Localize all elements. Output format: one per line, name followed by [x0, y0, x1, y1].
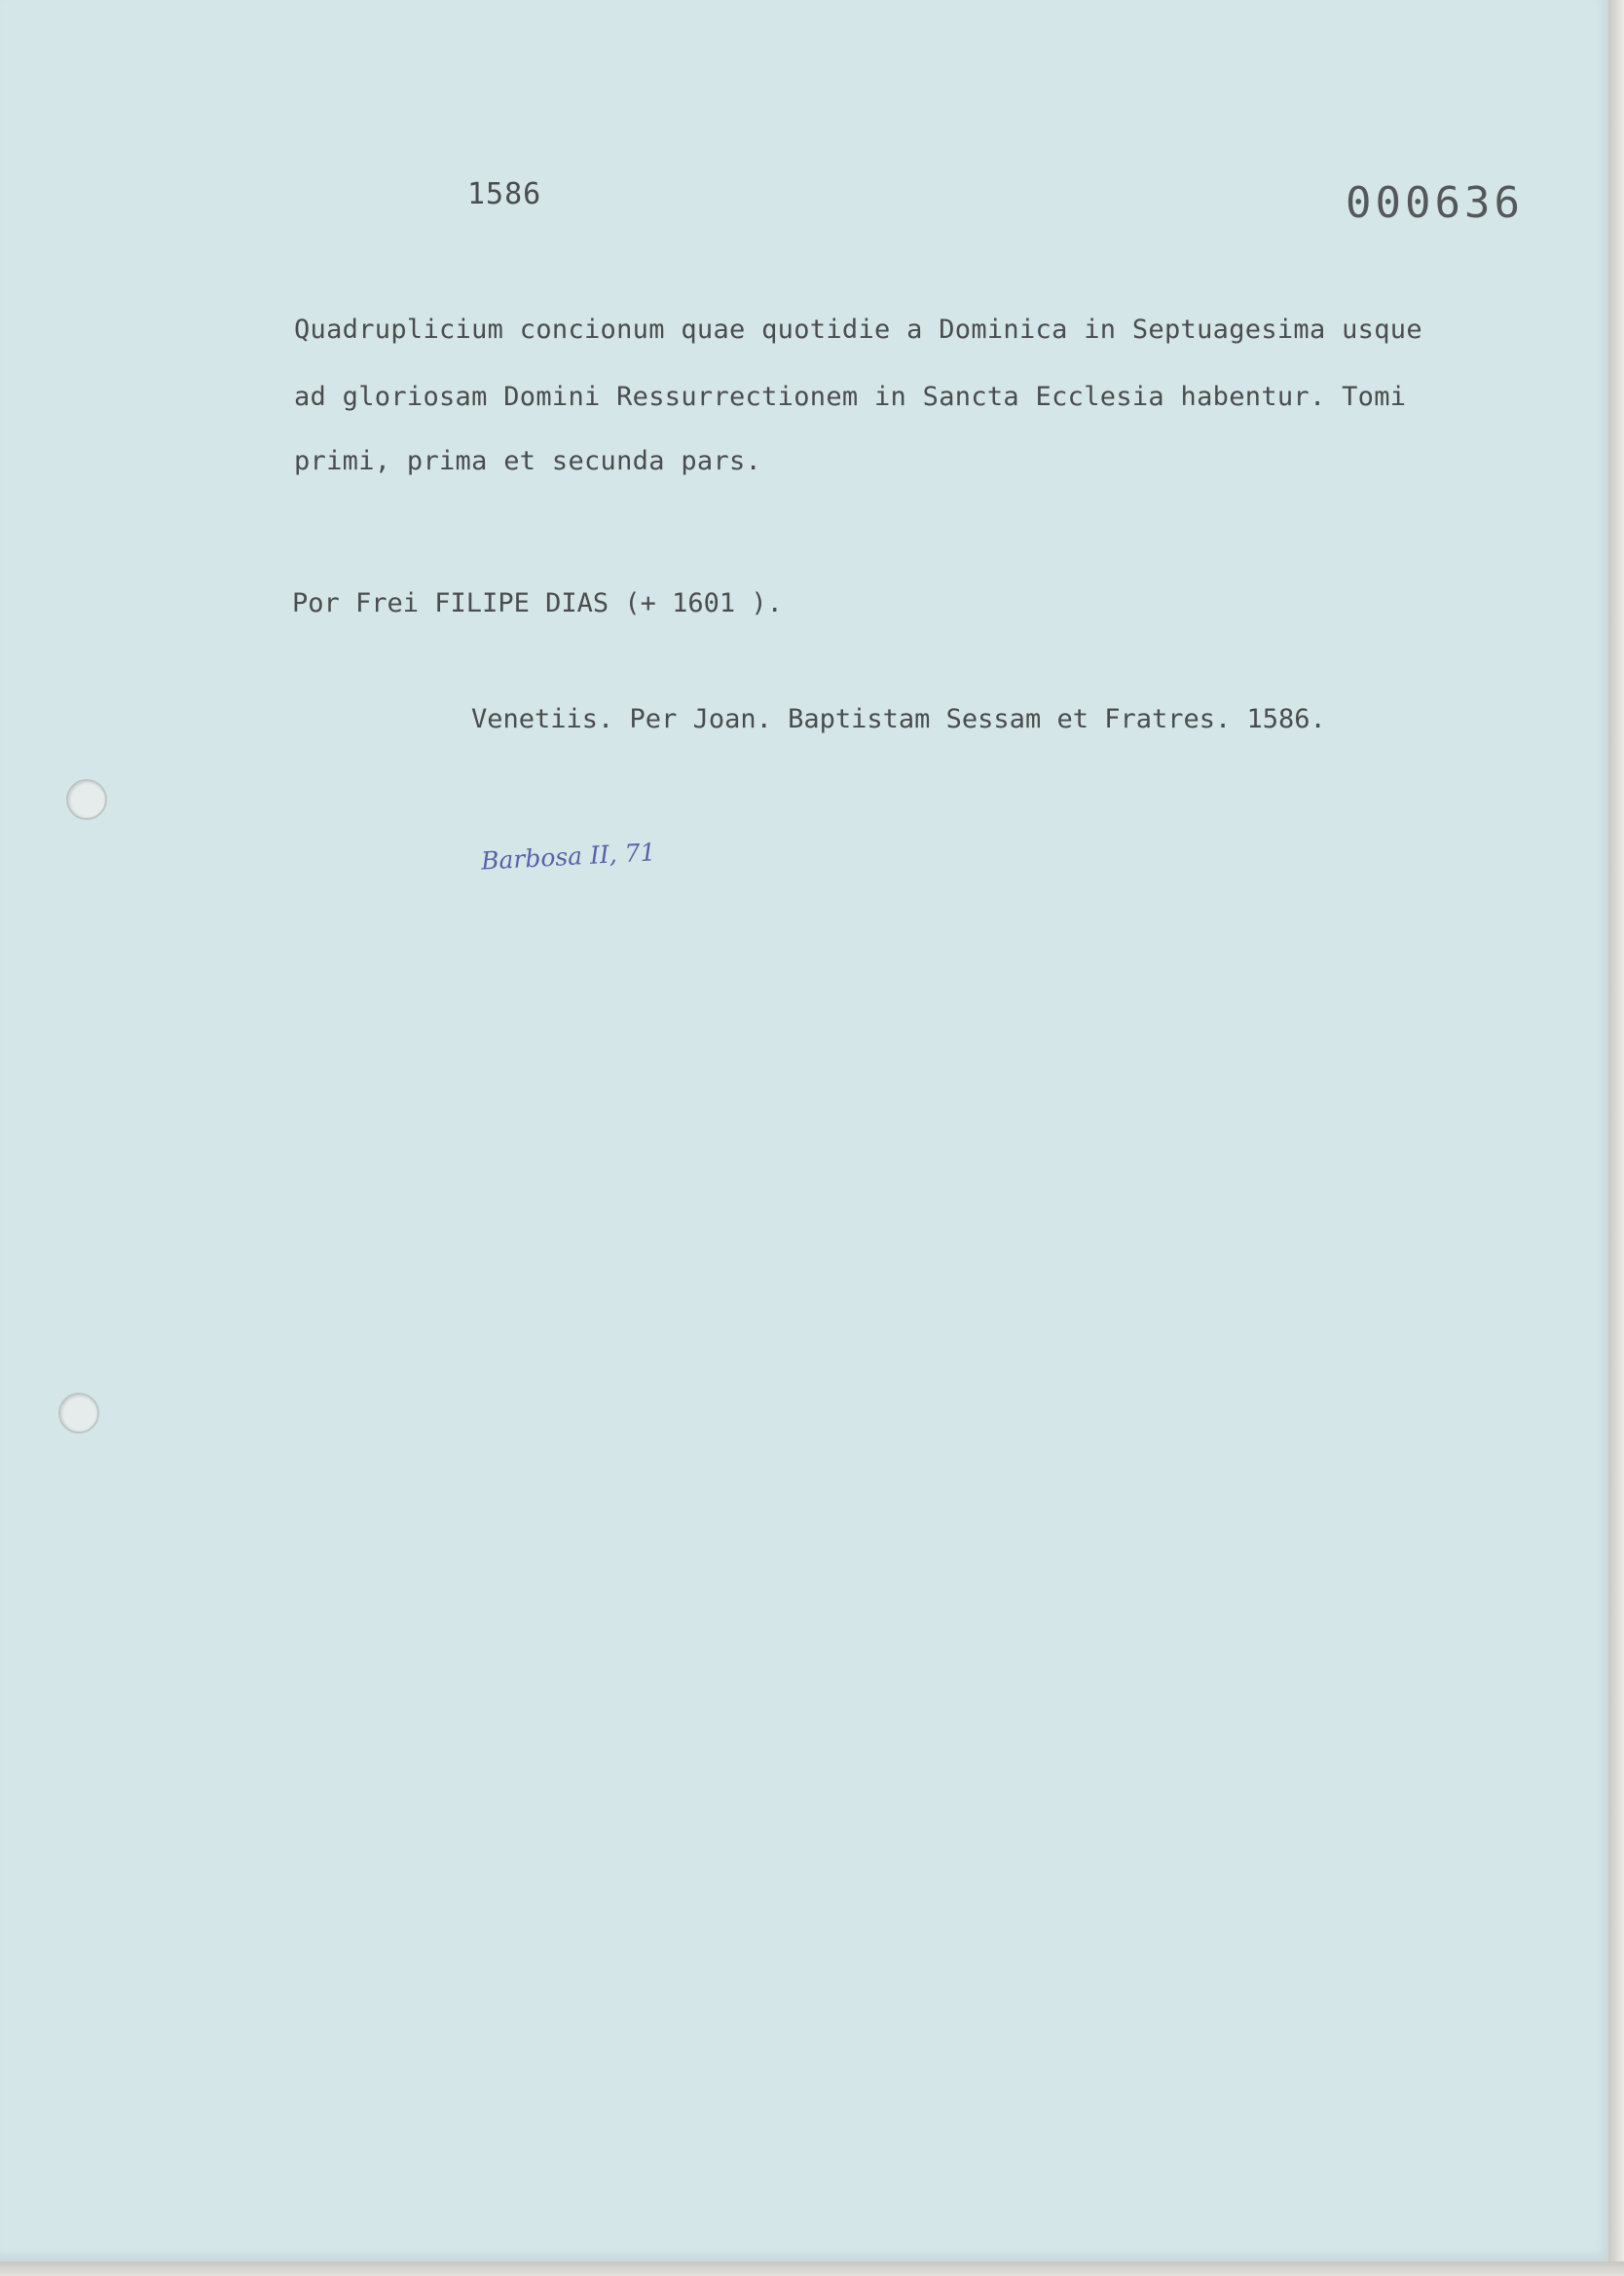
- scan-edge-right: [1608, 0, 1624, 2276]
- imprint-line: Venetiis. Per Joan. Baptistam Sessam et Fratres. 1586.: [471, 704, 1326, 734]
- catalog-number: 000636: [1346, 178, 1524, 228]
- punch-hole: [58, 1393, 99, 1434]
- punch-hole: [66, 779, 107, 820]
- author-line: Por Frei FILIPE DIAS (+ 1601 ).: [292, 588, 783, 618]
- title-line: Quadruplicium concionum quae quotidie a Dominica in Septuagesima usque: [294, 315, 1422, 345]
- handwritten-reference-note: Barbosa II, 71: [480, 838, 657, 876]
- record-year: 1586: [467, 177, 542, 211]
- title-line: ad gloriosam Domini Ressurrectionem in Sancta Ecclesia habentur. Tomi: [294, 382, 1407, 412]
- title-line: primi, prima et secunda pars.: [294, 446, 762, 476]
- scan-edge-bottom: [0, 2261, 1624, 2276]
